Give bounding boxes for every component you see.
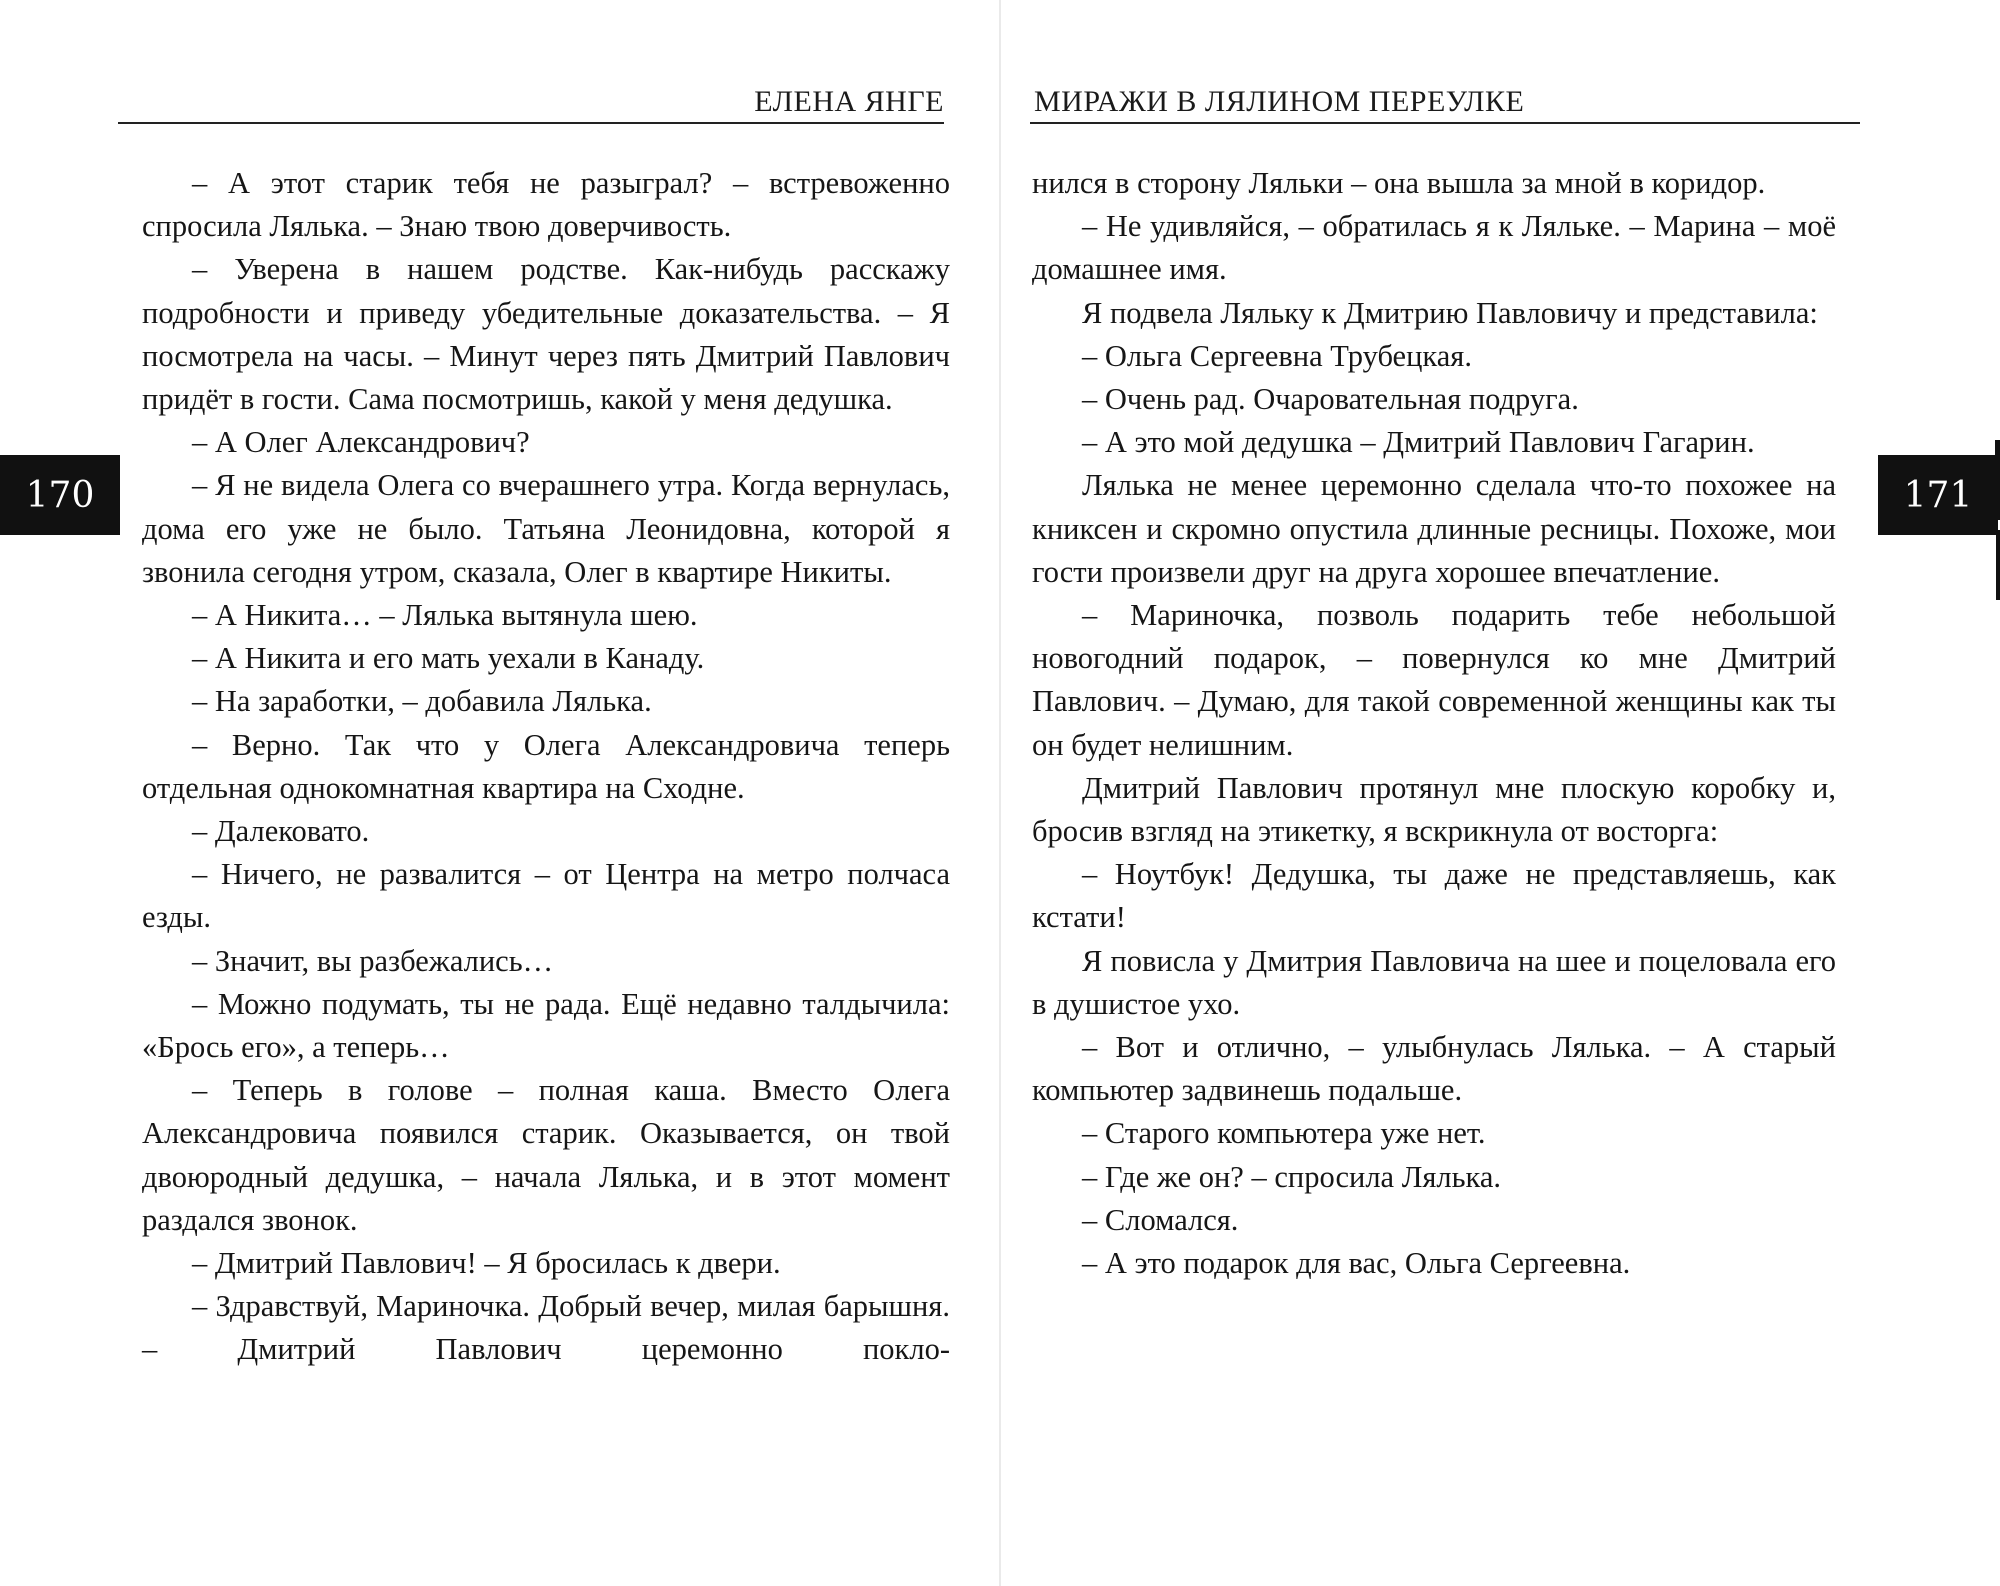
page-number: 170 (25, 474, 95, 516)
paragraph: – Уверена в нашем родстве. Как-нибудь расскажу подробности и приведу убедительные доказательства. – Я посмотрела на часы. – Минут через пять Дмитрий Павлович придёт в гости. Сама посмотришь, какой у меня дедушка. (142, 252, 950, 417)
paragraph: – Здравствуй, Мариночка. Добрый вечер, милая барышня. – Дмитрий Павлович церемонно покло- (142, 1289, 950, 1367)
paragraph: – Дмитрий Павлович! – Я бросилась к двери. (192, 1246, 781, 1281)
paragraph: – Где же он? – спросила Лялька. (1082, 1159, 1502, 1194)
author-running-head: ЕЛЕНА ЯНГЕ (754, 85, 944, 118)
paragraph: – Мариночка, позволь подарить тебе небольшой новогодний подарок, – повернулся ко мне Дмитрий Павлович. – Думаю, для такой современной женщины как ты он будет нелишним. (1032, 598, 1836, 762)
paragraph: – А это подарок для вас, Ольга Сергеевна. (1082, 1246, 1631, 1281)
paragraph: – Теперь в голове – полная каша. Вместо Олега Александровича появился старик. Оказывается, он твой двоюродный дедушка, – начала Лялька, и в этот момент раздался звонок. (142, 1073, 950, 1237)
paragraph: – Значит, вы разбежались… (192, 943, 554, 978)
paragraph: Лялька не менее церемонно сделала что-то похожее на книксен и скромно опустила длинные ресницы. Похоже, мои гости произвели друг на друга хорошее впечатление. (1032, 468, 1836, 589)
paragraph: – Верно. Так что у Олега Александровича теперь отдельная однокомнатная квартира на Сходне. (142, 727, 950, 805)
paragraph: – Очень рад. Очаровательная подруга. (1082, 382, 1579, 417)
paragraph: – Ольга Сергеевна Трубецкая. (1082, 338, 1472, 373)
paragraph: – Ничего, не развалится – от Центра на метро полчаса езды. (142, 857, 950, 935)
paragraph: – Вот и отлично, – улыбнулась Лялька. – А старый компьютер задвинешь подальше. (1032, 1030, 1836, 1108)
paragraph: – Старого компьютера уже нет. (1082, 1116, 1486, 1151)
header-rule (1030, 122, 1860, 124)
page-edge-mark (1995, 440, 2000, 520)
paragraph: – Я не видела Олега со вчерашнего утра. Когда вернулась, дома его уже не было. Татьяна Леонидовна, которой я звонила сегодня утром, сказала, Олег в квартире Никиты. (142, 468, 950, 589)
paragraph: – А Никита и его мать уехали в Канаду. (192, 641, 705, 676)
paragraph: – А Никита… – Лялька вытянула шею. (192, 598, 698, 633)
page-number-tab (1878, 455, 1998, 535)
header-rule (118, 122, 944, 124)
paragraph: Дмитрий Павлович протянул мне плоскую коробку и, бросив взгляд на этикетку, я вскрикнула от восторга: (1032, 770, 1836, 849)
paragraph: – Не удивляйся, – обратилась я к Ляльке. – Марина – моё домашнее имя. (1032, 209, 1836, 287)
right-page (1000, 0, 2000, 1586)
page-number-tab (0, 455, 120, 535)
body-text (1032, 162, 1836, 1285)
paragraph: – Сломался. (1082, 1202, 1239, 1237)
paragraph: Я повисла у Дмитрия Павловича на шее и поцеловала его в душистое ухо. (1032, 943, 1836, 1021)
paragraph: – Далековато. (192, 814, 370, 849)
paragraph: – А это мой дедушка – Дмитрий Павлович Гагарин. (1082, 425, 1755, 460)
page-edge-mark (1996, 530, 2000, 600)
page-number: 171 (1903, 474, 1973, 516)
body-text (142, 162, 950, 1372)
paragraph: – Можно подумать, ты не рада. Ещё недавно талдычила: «Брось его», а теперь… (142, 986, 950, 1065)
paragraph: Я подвела Ляльку к Дмитрию Павловичу и представила: (1082, 295, 1818, 330)
paragraph: – А этот старик тебя не разыграл? – встревоженно спросила Лялька. – Знаю твою доверчивость. (142, 166, 950, 244)
paragraph: – Ноутбук! Дедушка, ты даже не представляешь, как кстати! (1032, 857, 1836, 935)
continued-paragraph: нился в сторону Ляльки – она вышла за мной в коридор. (1032, 166, 1766, 200)
paragraph: – На заработки, – добавила Лялька. (192, 684, 652, 719)
paragraph: – А Олег Александрович? (192, 425, 530, 460)
title-running-head: МИРАЖИ В ЛЯЛИНОМ ПЕРЕУЛКЕ (1034, 85, 1525, 118)
